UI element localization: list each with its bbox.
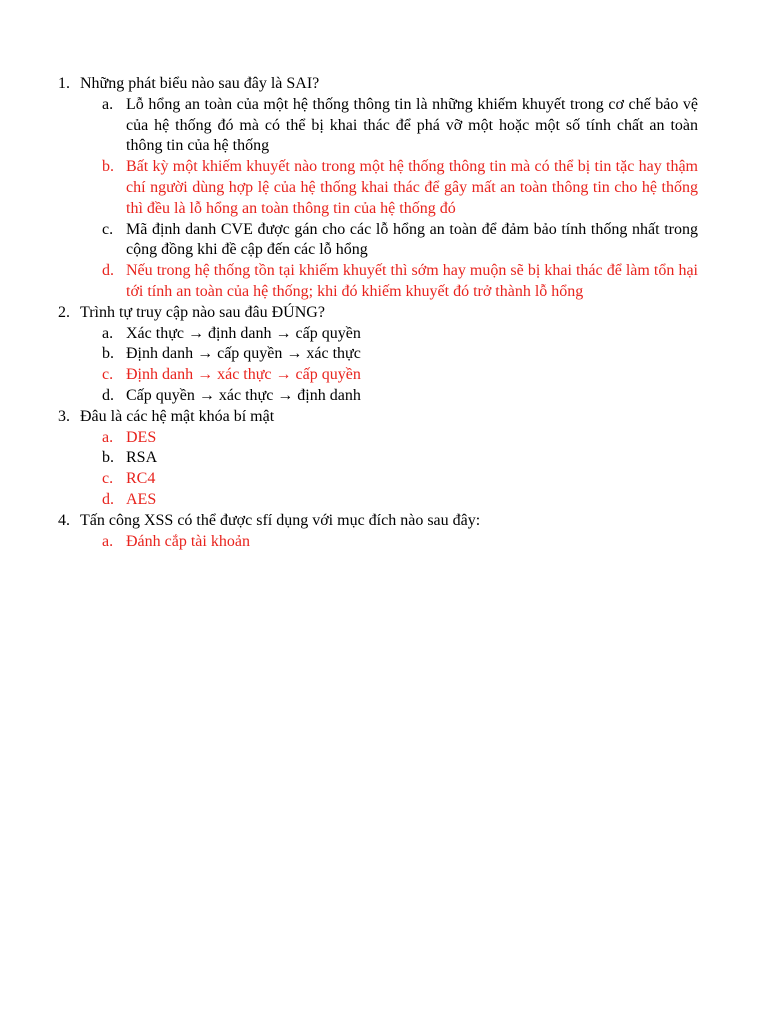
question-item: [58, 74, 698, 303]
option-item: [80, 95, 698, 157]
option-letter: b.: [102, 158, 114, 176]
question-item: [58, 303, 698, 407]
option-text: RC4: [126, 470, 156, 488]
question-text: Đâu là các hệ mật khóa bí mật: [80, 407, 275, 425]
option-list: [80, 95, 698, 303]
question-item: [58, 511, 698, 553]
option-text: Định danh → cấp quyền → xác thực: [126, 345, 361, 363]
option-item: [80, 448, 698, 469]
question-text: Tấn công XSS có thể được sfí dụng với mục đích nào sau đây:: [80, 511, 481, 529]
option-letter: a.: [102, 428, 114, 446]
option-text: Định danh → xác thực → cấp quyền: [126, 366, 361, 384]
option-text: Cấp quyền → xác thực → định danh: [126, 386, 361, 404]
option-letter: d.: [102, 490, 114, 508]
question-item: [58, 407, 698, 511]
option-text: RSA: [126, 449, 158, 467]
option-item: [80, 386, 698, 407]
option-item: [80, 157, 698, 219]
option-text: Xác thực → định danh → cấp quyền: [126, 324, 361, 342]
option-letter: b.: [102, 345, 114, 363]
question-number: 3.: [58, 407, 70, 425]
question-text: Trình tự truy cập nào sau đâu ĐÚNG?: [80, 303, 325, 321]
option-letter: c.: [102, 220, 114, 238]
option-text: Lỗ hổng an toàn của một hệ thống thông tin là những khiếm khuyết trong cơ chế bảo vệ của hệ thống đó mà có thể bị khai thác để phá vỡ một hoặc một số tính chất an toàn thông tin của hệ thống: [126, 95, 698, 155]
option-item: [80, 261, 698, 303]
option-item: [80, 220, 698, 262]
option-text: Mã định danh CVE được gán cho các lỗ hổng an toàn để đảm bảo tính thống nhất trong cộng đồng khi đề cập đến các lỗ hổng: [126, 220, 698, 259]
option-text: Bất kỳ một khiếm khuyết nào trong một hệ thống thông tin mà có thể bị tin tặc hay thậm chí người dùng hợp lệ của hệ thống khai thác để gây mất an toàn thông tin cho hệ thống thì đều là lỗ hổng an toàn thông tin của hệ thống đó: [126, 158, 698, 217]
question-number: 1.: [58, 75, 70, 92]
question-text: Những phát biểu nào sau đây là SAI?: [80, 75, 320, 92]
option-letter: c.: [102, 366, 114, 384]
option-item: [80, 344, 698, 365]
question-list: [58, 74, 698, 552]
option-item: [80, 490, 698, 511]
option-list: [80, 324, 698, 407]
option-list: [80, 532, 698, 553]
option-letter: d.: [102, 262, 114, 280]
option-letter: b.: [102, 449, 114, 467]
option-item: [80, 532, 698, 553]
option-letter: a.: [102, 532, 114, 550]
question-number: 4.: [58, 511, 70, 529]
option-item: [80, 428, 698, 449]
option-text: AES: [126, 490, 157, 508]
option-list: [80, 428, 698, 511]
option-letter: a.: [102, 324, 114, 342]
question-number: 2.: [58, 303, 70, 321]
option-text: Nếu trong hệ thống tồn tại khiếm khuyết thì sớm hay muộn sẽ bị khai thác để làm tổn hại tới tính an toàn của hệ thống; khi đó khiếm khuyết đó trở thành lỗ hổng: [126, 262, 698, 300]
option-text: DES: [126, 428, 157, 446]
option-text: Đánh cắp tài khoản: [126, 532, 250, 550]
option-item: [80, 324, 698, 345]
option-letter: d.: [102, 386, 114, 404]
option-letter: a.: [102, 95, 114, 113]
option-letter: c.: [102, 470, 114, 488]
option-item: [80, 365, 698, 386]
option-item: [80, 469, 698, 490]
